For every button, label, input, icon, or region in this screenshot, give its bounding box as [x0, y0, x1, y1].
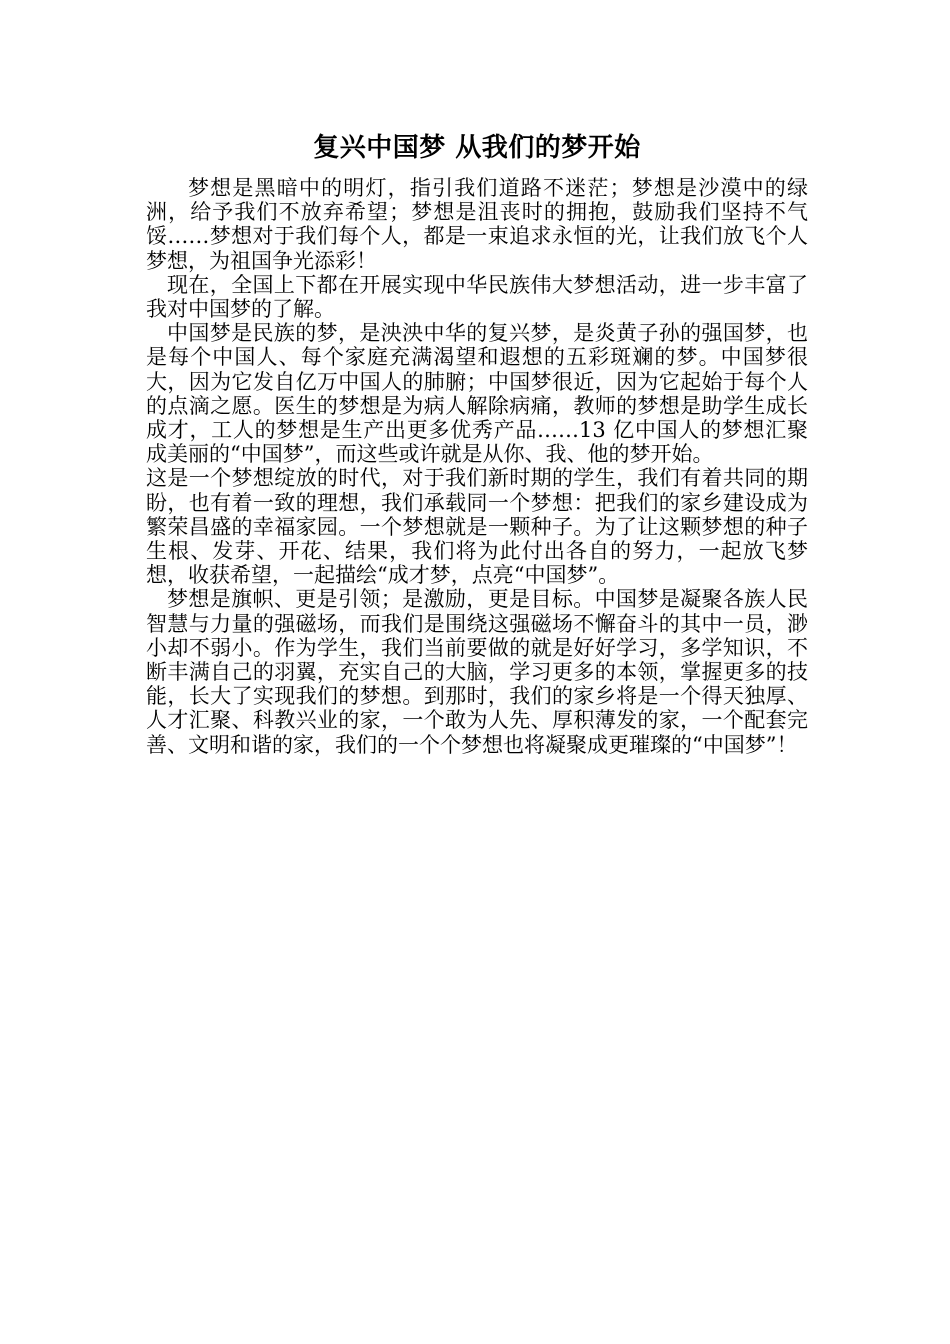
paragraph-5: 梦想是旗帜、更是引领；是激励，更是目标。中国梦是凝聚各族人民智慧与力量的强磁场，而我们是围绕这强磁场不懈奋斗的其中一员，渺小却不弱小。作为学生，我们当前要做的就是好好学习，多学知识，不断丰满自己的羽翼，充实自己的大脑，学习更多的本领，掌握更多的技能，长大了实现我们的梦想。到那时，我们的家乡将是一个得天独厚、人才汇聚、科教兴业的家，一个敢为人先、厚积薄发的家，一个配套完善、文明和谐的家，我们的一个个梦想也将凝聚成更璀璨的“中国梦”！: [146, 587, 808, 757]
paragraph-2: 现在，全国上下都在开展实现中华民族伟大梦想活动，进一步丰富了我对中国梦的了解。: [146, 272, 808, 322]
paragraph-1: 梦想是黑暗中的明灯，指引我们道路不迷茫；梦想是沙漠中的绿洲，给予我们不放弃希望；梦想是沮丧时的拥抱，鼓励我们坚持不气馁……梦想对于我们每个人，都是一束追求永恒的光，让我们放飞个人梦想，为祖国争光添彩！: [146, 176, 808, 273]
document-body: [146, 128, 808, 757]
paragraph-3: 中国梦是民族的梦，是泱泱中华的复兴梦，是炎黄子孙的强国梦，也是每个中国人、每个家庭充满渴望和遐想的五彩斑斓的梦。中国梦很大，因为它发自亿万中国人的肺腑；中国梦很近，因为它起始于每个人的点滴之愿。医生的梦想是为病人解除病痛，教师的梦想是助学生成长成才，工人的梦想是生产出更多优秀产品……13 亿中国人的梦想汇聚成美丽的“中国梦”，而这些或许就是从你、我、他的梦开始。: [146, 321, 808, 467]
paragraph-4: 这是一个梦想绽放的时代，对于我们新时期的学生，我们有着共同的期盼，也有着一致的理想，我们承载同一个梦想：把我们的家乡建设成为繁荣昌盛的幸福家园。一个梦想就是一颗种子。为了让这颗梦想的种子生根、发芽、开花、结果，我们将为此付出各自的努力，一起放飞梦想，收获希望，一起描绘“成才梦，点亮“中国梦”。: [146, 466, 808, 588]
document-title: 复兴中国梦 从我们的梦开始: [313, 133, 641, 163]
